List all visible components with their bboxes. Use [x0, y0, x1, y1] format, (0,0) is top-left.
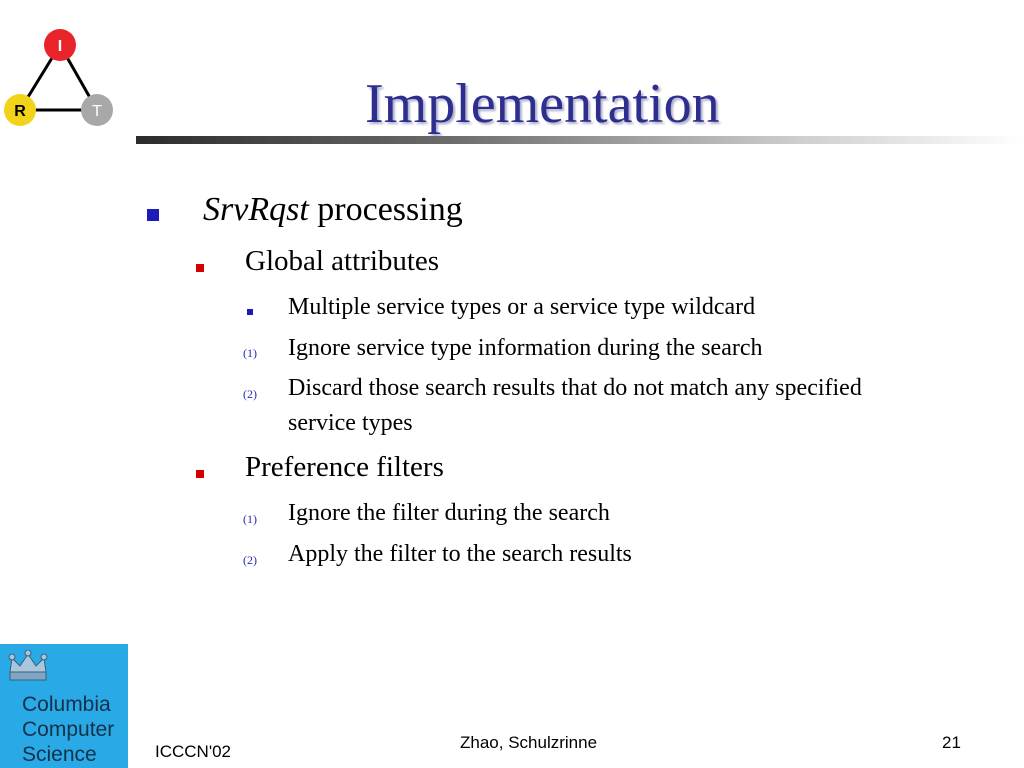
- footer-conference: ICCCN'02: [155, 742, 231, 761]
- columbia-cs-text: [22, 692, 114, 767]
- bullet-level2: [196, 264, 204, 272]
- logo-line-columbia: Columbia: [22, 693, 111, 716]
- bullet-ignore-filter: Ignore the filter during the search: [288, 500, 610, 526]
- discard-results-line2: service types: [288, 410, 413, 436]
- columbia-cs-logo: [0, 644, 128, 768]
- crown-icon: [4, 650, 54, 686]
- bullet-level1: [147, 209, 159, 221]
- discard-results-line1: Discard those search results that do not match any specified: [288, 375, 862, 401]
- number-marker: (2): [243, 553, 257, 567]
- number-marker: (2): [243, 387, 257, 401]
- bullet-level3: [247, 309, 253, 315]
- bullet-preference-filters: Preference filters: [245, 451, 444, 483]
- logo-line-computer: Computer: [22, 718, 115, 741]
- bullet-srvrqst-processing: [203, 191, 463, 229]
- bullet-apply-filter: Apply the filter to the search results: [288, 541, 632, 567]
- srvrqst-rest: processing: [308, 191, 463, 228]
- number-marker: (1): [243, 512, 257, 526]
- svg-text:I: I: [57, 38, 63, 55]
- svg-text:R: R: [14, 103, 26, 120]
- bullet-discard-results: [288, 371, 862, 441]
- footer-authors: Zhao, Schulzrinne: [460, 733, 598, 752]
- logo-line-science: Science: [22, 743, 97, 766]
- footer-page-number: 21: [942, 733, 961, 752]
- svg-text:T: T: [92, 103, 102, 120]
- bullet-global-attributes: Global attributes: [245, 245, 440, 277]
- bullet-multiple-service-types: Multiple service types or a service type wildcard: [288, 294, 756, 320]
- srvrqst-term: SrvRqst: [203, 191, 309, 228]
- bullet-ignore-service-type: Ignore service type information during the search: [288, 335, 763, 361]
- slide-title: Implementation: [365, 73, 720, 135]
- number-marker: (1): [243, 346, 257, 360]
- bullet-level2: [196, 470, 204, 478]
